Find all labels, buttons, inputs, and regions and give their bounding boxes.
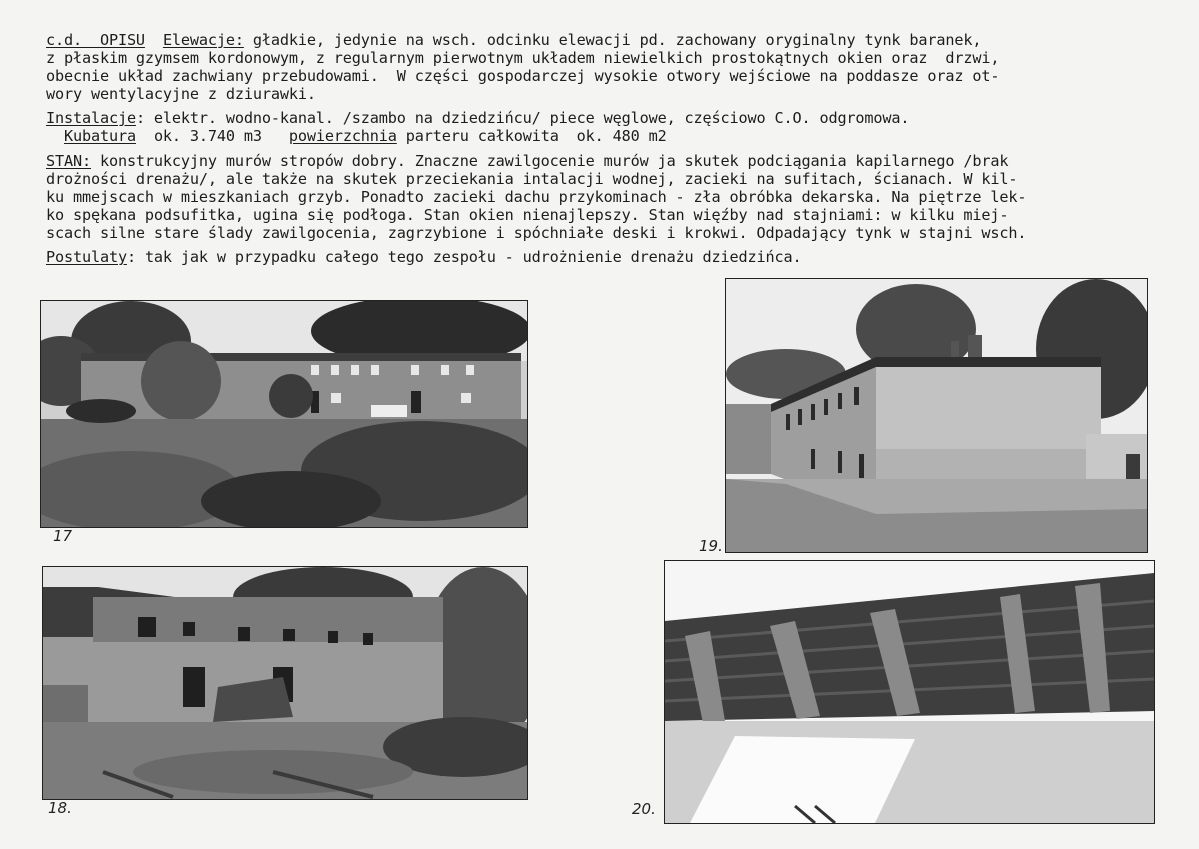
photo-19 (725, 278, 1148, 553)
text-line: obecnie układ zachwiany przebudowami. W części gospodarczej wysokie otwory wejściowe na poddasze oraz ot- (46, 67, 1000, 85)
text-line: ko spękana podsufitka, ugina się podłoga. Stan okien nienajlepszy. Stan więźby nad stajniami: w kilku miej- (46, 206, 1009, 224)
text-fragment: ok. 3.740 m3 (135, 127, 289, 145)
text-fragment: parteru całkowita ok. 480 m2 (396, 127, 667, 145)
photo-20 (664, 560, 1155, 824)
field-label-powierzchnia: powierzchnia (288, 127, 397, 145)
text-line (46, 248, 1176, 266)
photo-18 (42, 566, 528, 800)
text-line (46, 109, 1176, 127)
text-fragment: konstrukcyjny murów stropów dobry. Znaczne zawilgocenie murów ja skutek podciągania kapilarnego /brak (90, 152, 1009, 170)
text-line: drożności drenażu/, ale także na skutek przeciekania intalacji wodnej, zacieki na sufitach, ścianach. W kil- (46, 170, 1018, 188)
field-label-postulaty: Postulaty (46, 248, 127, 266)
photo-number-18: 18. (48, 799, 72, 817)
text-line: scach silne stare ślady zawilgocenia, zagrzybione i spóchniałe deski i krokwi. Odpadający tynk w stajni wsch. (46, 224, 1027, 242)
field-label-kubatura: Kubatura (64, 127, 136, 145)
photo-number-20: 20. (632, 800, 656, 818)
text-fragment: gładkie, jedynie na wsch. odcinku elewacji pd. zachowany oryginalny tynk baranek, (243, 31, 982, 49)
text-line: z płaskim gzymsem kordonowym, z regularnym pierwotnym układem niewielkich prostokątnych okien oraz drzwi, (46, 49, 1000, 67)
text-fragment: : tak jak w przypadku całego tego zespołu - udrożnienie drenażu dziedzińca. (126, 248, 802, 266)
photo-number-19: 19. (699, 537, 723, 555)
field-label-instalacje: Instalacje (46, 109, 136, 127)
text-line: wory wentylacyjne z dziurawki. (46, 85, 316, 103)
text-fragment: : elektr. wodno-kanal. /szambo na dziedzińcu/ piece węglowe, częściowo C.O. odgromowa. (135, 109, 910, 127)
text-line: ku mmejscach w mieszkaniach grzyb. Ponadto zacieki dachu przykominach - zła obróbka dekarska. Na piętrze lek- (46, 188, 1027, 206)
text-line (46, 31, 1176, 49)
section-heading: c.d. OPISU (46, 31, 145, 49)
text-line (46, 152, 1176, 170)
photo-number-17: 17 (53, 527, 73, 545)
photo-17 (40, 300, 528, 528)
text-line (46, 127, 1176, 145)
field-label-stan: STAN: (46, 152, 91, 170)
field-label-elewacje: Elewacje: (162, 31, 244, 49)
